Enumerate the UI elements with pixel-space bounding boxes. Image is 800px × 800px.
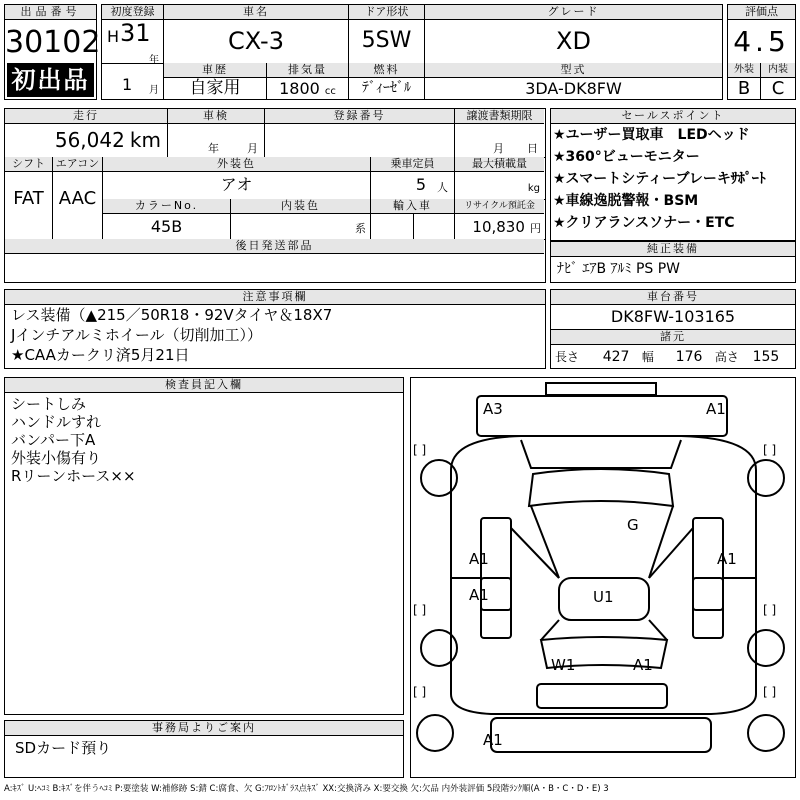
shift-label: シフト	[5, 157, 52, 172]
model-value: 3DA-DK8FW	[525, 79, 622, 98]
mark-left-front-door: A1	[469, 550, 489, 568]
mileage-unit: km	[129, 128, 161, 152]
ac-label: エアコン	[53, 157, 102, 172]
interior-grade-cell	[761, 63, 795, 99]
vehicle-details-box	[4, 108, 546, 283]
plate-label: 登録番号	[265, 109, 454, 124]
maxload-label: 最大積載量	[455, 157, 544, 172]
mileage-value: 56,042	[54, 128, 125, 152]
color-no-label: カラーNo.	[103, 199, 230, 214]
lot-number: 30102	[5, 25, 101, 60]
transfer-month-unit: 月	[493, 142, 504, 155]
ac-cell	[53, 157, 103, 239]
notes-line-2: Jインチアルミホイール（切削加工））	[11, 326, 263, 344]
car-name-label: 車名	[164, 5, 348, 20]
notes-label: 注意事項欄	[5, 290, 545, 305]
mark-front-left: A3	[483, 400, 503, 418]
import-cell	[371, 199, 455, 239]
car-diagram-svg	[411, 378, 794, 776]
hood-outline	[521, 440, 681, 468]
grade-value: XD	[556, 27, 591, 55]
displacement-label: 排気量	[267, 63, 348, 78]
inspector-label: 検査員記入欄	[5, 378, 403, 393]
reg-month: 1	[122, 75, 133, 94]
notes-line-1: レス装備（▲215／50R18・92Vタイヤ＆18X7	[11, 306, 333, 324]
grade-cell	[425, 5, 722, 63]
int-color-unit: 系	[355, 222, 366, 235]
interior-label: 内装	[761, 63, 795, 78]
windshield-outline	[529, 469, 673, 506]
plate-cell	[265, 109, 455, 157]
legend-text: A:ｷｽﾞ U:ﾍｺﾐ B:ｷｽﾞを伴うﾍｺﾐ P:要塗装 W:補修跡 S:錆 C:腐食、欠 G:ﾌﾛﾝﾄｶﾞﾗｽ点ｷｽﾞ XX:交換済み X:要交換 欠:欠品 内外装評価 5段階ﾗﾝｸ順(A・B・C・D・E) 3	[4, 784, 609, 794]
mark-rear-bumper: A1	[483, 731, 503, 749]
wheel-front-right	[748, 460, 784, 496]
history-label: 車歴	[164, 63, 266, 78]
body-outline	[451, 436, 756, 714]
notes-box	[4, 289, 546, 369]
color-no-cell	[103, 199, 231, 239]
mark-rear-right: A1	[633, 656, 653, 674]
exterior-grade-cell	[728, 63, 761, 99]
sales-point-4: ★車線逸脱警報・BSM	[553, 193, 699, 209]
transfer-day-unit: 日	[527, 142, 538, 155]
exterior-grade: B	[737, 78, 751, 99]
shift-value: FAT	[13, 188, 44, 209]
inspector-box	[4, 377, 404, 715]
mark-rear-left: W1	[551, 656, 576, 674]
score-label: 評価点	[728, 5, 795, 20]
int-color-label: 内装色	[231, 199, 370, 214]
right-rear-door-outline	[693, 578, 723, 638]
spare-wheel-right	[748, 715, 784, 751]
inspection-month-unit: 月	[247, 142, 258, 155]
inspector-line-5: Rリーンホース××	[11, 467, 136, 485]
inspector-line-2: ハンドルすれ	[11, 413, 102, 431]
office-label: 事務局よりご案内	[5, 721, 403, 736]
grade-label: グレード	[425, 5, 722, 20]
import-label: 輸入車	[371, 199, 454, 214]
interior-grade: C	[771, 78, 785, 99]
fuel-cell	[349, 63, 425, 99]
bracket-right-bottom: [ ]	[763, 685, 777, 699]
fuel-value: ﾃﾞｨｰｾﾞﾙ	[362, 80, 411, 96]
mileage-label: 走行	[5, 109, 167, 124]
front-plate-outline	[546, 383, 656, 395]
sales-points-box	[550, 108, 796, 241]
exterior-label: 外装	[728, 63, 760, 78]
recycle-label: リサイクル預託金	[455, 199, 544, 214]
score-value: 4.5	[733, 25, 790, 58]
inspector-line-3: バンパー下A	[11, 431, 96, 449]
color-no-value: 45B	[150, 217, 183, 236]
chassis-number: DK8FW-103165	[610, 307, 736, 326]
door-label: ドア形状	[349, 5, 424, 20]
door-value: 5SW	[361, 28, 412, 53]
damage-diagram	[410, 377, 796, 778]
lot-number-label: 出品番号	[5, 5, 96, 20]
displacement-value: 1800	[279, 79, 320, 98]
mark-glass: G	[627, 516, 639, 534]
mark-front-right: A1	[706, 400, 726, 418]
rear-bumper-outline	[537, 684, 667, 708]
ext-color-cell	[103, 157, 371, 199]
mark-right-side: A1	[717, 550, 737, 568]
displacement-unit: cc	[324, 86, 336, 97]
model-label: 型式	[425, 63, 722, 78]
first-listing-badge: 初出品	[7, 63, 94, 97]
mark-left-rear-door: A1	[469, 586, 489, 604]
transfer-cell	[455, 109, 544, 157]
sales-point-5: ★クリアランスソナー・ETC	[553, 215, 735, 231]
capacity-label: 乗車定員	[371, 157, 454, 172]
main-header-box	[101, 4, 723, 100]
ext-color-label: 外装色	[103, 157, 370, 172]
inspector-line-4: 外装小傷有り	[11, 449, 102, 467]
notes-line-3: ★CAAカークリ済5月21日	[11, 346, 190, 364]
genuine-equipment-label: 純正装備	[551, 241, 795, 257]
bracket-left-bottom: [ ]	[413, 685, 427, 699]
sales-points-label: セールスポイント	[551, 109, 795, 124]
history-value: 自家用	[189, 78, 241, 98]
era: H	[107, 27, 120, 46]
rear-bumper-lower-outline	[491, 718, 711, 752]
score-box	[727, 4, 796, 100]
ext-color-value: アオ	[220, 175, 253, 194]
mileage-cell	[5, 109, 168, 157]
width-label: 幅	[641, 350, 654, 364]
later-parts-cell	[5, 239, 544, 281]
first-reg-cell	[102, 5, 164, 99]
shift-cell	[5, 157, 53, 239]
int-color-cell	[231, 199, 371, 239]
later-parts-label: 後日発送部品	[5, 239, 544, 254]
transfer-label: 譲渡書類期限	[455, 109, 544, 124]
maxload-cell	[455, 157, 544, 199]
car-name: CX-3	[228, 27, 284, 55]
history-cell	[164, 63, 267, 99]
spare-wheel	[417, 715, 453, 751]
bracket-right-top: [ ]	[763, 443, 777, 457]
genuine-equipment-box	[550, 241, 796, 283]
capacity-unit: 人	[437, 181, 448, 194]
displacement-cell	[267, 63, 349, 99]
chassis-box	[550, 289, 796, 369]
door-cell	[349, 5, 425, 63]
chassis-label: 車台番号	[551, 290, 795, 305]
specs-label: 諸元	[551, 329, 795, 345]
fuel-label: 燃料	[349, 63, 424, 78]
inspection-cell	[168, 109, 265, 157]
capacity-value: 5	[415, 175, 426, 194]
inspection-year-unit: 年	[208, 142, 219, 155]
ac-value: AAC	[58, 188, 97, 209]
front-bumper-outline	[477, 396, 727, 436]
width-value: 176	[675, 349, 703, 365]
model-cell	[425, 63, 722, 99]
era-year: 31	[120, 19, 151, 47]
sales-point-3: ★スマートシティーブレーキｻﾎﾟｰﾄ	[553, 171, 766, 187]
inspection-label: 車検	[168, 109, 264, 124]
genuine-equipment-value: ﾅﾋﾞ ｴｱB ｱﾙﾐ PS PW	[557, 261, 681, 277]
month-unit: 月	[149, 85, 159, 96]
length-label: 長さ	[555, 350, 580, 364]
maxload-unit: kg	[527, 183, 540, 194]
recycle-unit: 円	[530, 222, 541, 235]
bracket-left-mid: [ ]	[413, 603, 427, 617]
recycle-cell	[455, 199, 544, 239]
year-unit: 年	[149, 55, 159, 66]
recycle-value: 10,830	[472, 218, 525, 236]
sales-point-1: ★ユーザー買取車 LEDヘッド	[553, 127, 750, 143]
inspector-line-1: シートしみ	[11, 395, 87, 413]
length-value: 427	[602, 349, 630, 365]
wheel-rear-right	[748, 630, 784, 666]
height-value: 155	[752, 349, 780, 365]
office-text: SDカード預り	[15, 739, 112, 757]
bracket-right-mid: [ ]	[763, 603, 777, 617]
office-box	[4, 720, 404, 778]
sales-point-2: ★360°ビューモニター	[553, 149, 700, 165]
capacity-cell	[371, 157, 455, 199]
height-label: 高さ	[714, 350, 739, 364]
bracket-left-top: [ ]	[413, 443, 427, 457]
car-name-cell	[164, 5, 349, 63]
mark-roof: U1	[593, 588, 614, 606]
lot-number-box	[4, 4, 101, 100]
first-reg-label: 初度登録	[102, 5, 163, 20]
